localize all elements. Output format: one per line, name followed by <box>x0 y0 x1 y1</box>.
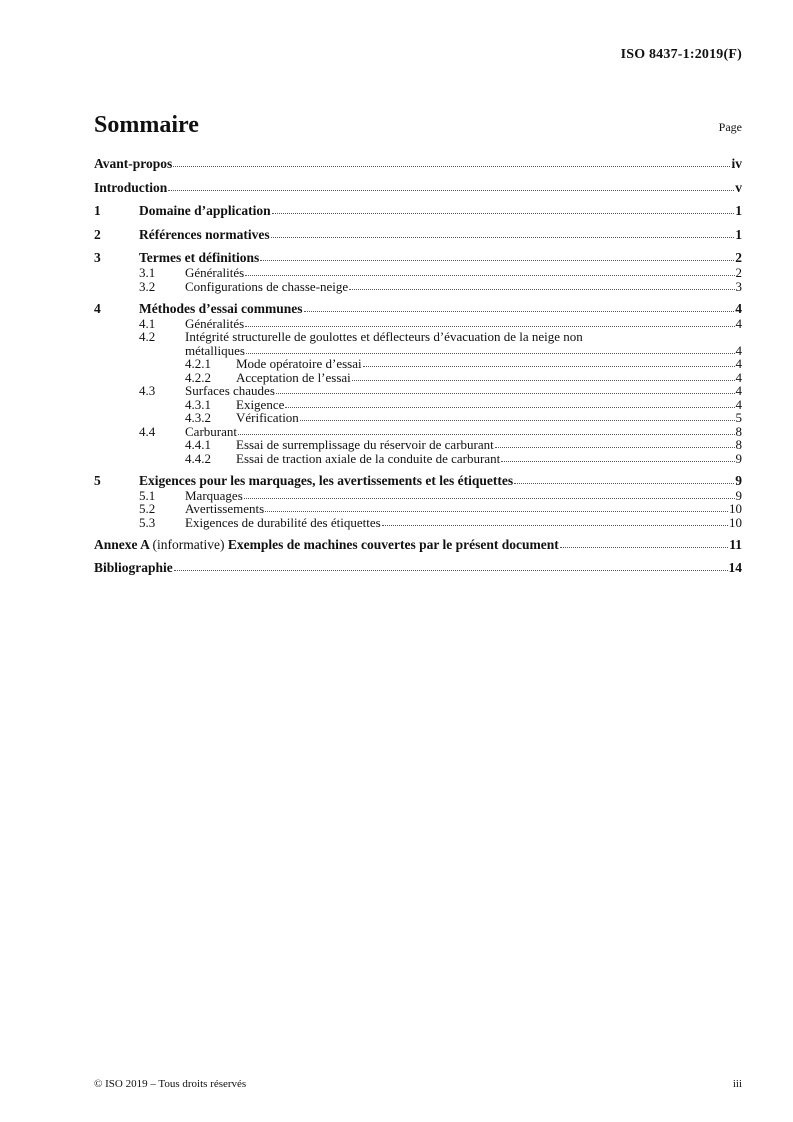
toc-entry-4-2-continued[interactable] <box>94 344 742 358</box>
toc-entry-5-2[interactable] <box>94 502 742 516</box>
dot-leader <box>349 289 734 290</box>
toc-entry-number: 4.4 <box>139 423 156 439</box>
toc-entry-page: 4 <box>735 369 742 385</box>
toc-entry-text: Références normatives <box>139 226 270 242</box>
toc-entry-number: 3 <box>94 250 101 265</box>
toc-entry-number: 4.2 <box>139 329 156 344</box>
dot-leader <box>382 525 728 526</box>
toc-entry-page: 2 <box>735 250 742 265</box>
toc-entry-4-2[interactable] <box>94 330 742 344</box>
dot-leader <box>363 366 735 367</box>
toc-entry-number: 4.4.2 <box>185 450 211 466</box>
toc-entry-text: Avant-propos <box>94 156 173 171</box>
dot-leader <box>300 420 735 421</box>
toc-entry-text: Mode opératoire d’essai <box>236 356 362 371</box>
toc-entry-text: Exigences pour les marquages, les avertissements et les étiquettes <box>139 472 514 488</box>
toc-entry-text: Avertissements <box>185 501 265 516</box>
toc-entry-text: Carburant <box>185 423 237 439</box>
toc-entry-4-4[interactable] <box>94 425 742 439</box>
dot-leader <box>245 275 734 276</box>
footer-copyright: © ISO 2019 – Tous droits réservés <box>94 1078 247 1090</box>
toc-entry-bibliographie[interactable] <box>94 560 742 576</box>
dot-leader <box>173 166 730 167</box>
toc-entry-text: Exigences de durabilité des étiquettes <box>185 514 381 530</box>
dot-leader <box>260 260 734 261</box>
toc-entry-page: 1 <box>735 203 742 218</box>
toc-entry-4-3-2[interactable] <box>94 411 742 425</box>
toc-entry-page: 9 <box>735 450 742 466</box>
toc-entry-text: Introduction <box>94 179 168 195</box>
toc-entry-text: Exigence <box>236 396 285 412</box>
toc-entry-page: 4 <box>735 396 742 412</box>
toc-entry-3-2[interactable] <box>94 280 742 294</box>
toc-entry-number: 3.2 <box>139 278 156 294</box>
dot-leader <box>238 434 735 435</box>
toc-entry-4-4-2[interactable] <box>94 452 742 466</box>
table-of-contents <box>94 156 742 576</box>
page-column-label: Page <box>718 120 742 134</box>
toc-entry-4-1[interactable] <box>94 317 742 331</box>
toc-entry-5-3[interactable] <box>94 516 742 530</box>
toc-entry-4-4-1[interactable] <box>94 438 742 452</box>
dot-leader <box>501 461 734 462</box>
toc-entry-number: 5.2 <box>139 501 156 516</box>
annex-title: Exemples de machines couvertes par le présent document <box>227 536 559 552</box>
toc-entry-2[interactable] <box>94 227 742 243</box>
toc-entry-page: 10 <box>729 514 742 530</box>
toc-entry-page: iv <box>731 156 742 171</box>
toc-entry-text: Bibliographie <box>94 560 173 575</box>
page-title: Sommaire <box>94 112 199 138</box>
toc-entry-page: 14 <box>728 560 742 575</box>
toc-entry-number: 4.3.1 <box>185 396 211 412</box>
dot-leader <box>265 511 728 512</box>
toc-entry-page: 9 <box>735 472 742 488</box>
toc-entry-page: 4 <box>735 342 742 358</box>
toc-entry-number: 4.1 <box>139 315 156 331</box>
toc-entry-page: 5 <box>735 410 742 425</box>
toc-entry-number: 4.2.1 <box>185 356 211 371</box>
dot-leader <box>174 570 728 571</box>
footer-page-number: iii <box>732 1078 742 1090</box>
toc-entry-page: 4 <box>735 300 742 316</box>
toc-entry-text: Généralités <box>185 265 245 280</box>
toc-entry-page: 8 <box>735 423 742 439</box>
dot-leader <box>245 326 734 327</box>
toc-entry-number: 3.1 <box>139 265 156 280</box>
toc-entry-page: 8 <box>735 437 742 452</box>
toc-entry-number: 4.3.2 <box>185 410 211 425</box>
annex-prefix: Annexe A <box>94 536 150 552</box>
toc-entry-3[interactable] <box>94 250 742 266</box>
document-code: ISO 8437-1:2019(F) <box>620 47 742 62</box>
toc-entry-number: 4.4.1 <box>185 437 211 452</box>
toc-entry-text: métalliques <box>185 342 245 358</box>
toc-entry-number: 4.2.2 <box>185 369 211 385</box>
toc-entry-text <box>94 537 559 553</box>
dot-leader <box>560 547 729 548</box>
toc-entry-page: 4 <box>735 383 742 398</box>
toc-entry-page: 1 <box>735 226 742 242</box>
toc-entry-text: Termes et définitions <box>139 250 260 265</box>
title-row <box>94 112 742 142</box>
dot-leader <box>272 213 735 214</box>
annex-qualifier: (informative) <box>152 536 225 552</box>
toc-entry-text: Configurations de chasse-neige <box>185 278 349 294</box>
toc-entry-text: Domaine d’application <box>139 203 271 218</box>
toc-entry-text: Essai de traction axiale de la conduite de carburant <box>236 450 501 466</box>
toc-entry-number: 4 <box>94 300 101 316</box>
dot-leader <box>495 447 735 448</box>
toc-entry-4-2-1[interactable] <box>94 357 742 371</box>
toc-entry-page: 10 <box>729 501 742 516</box>
toc-entry-page: 9 <box>735 487 742 503</box>
dot-leader <box>514 483 734 484</box>
toc-entry-4[interactable] <box>94 301 742 317</box>
toc-entry-text: Généralités <box>185 315 245 331</box>
toc-entry-text: Surfaces chaudes <box>185 383 275 398</box>
dot-leader <box>246 353 735 354</box>
dot-leader <box>168 190 734 191</box>
toc-entry-3-1[interactable] <box>94 266 742 280</box>
toc-entry-number: 1 <box>94 203 101 218</box>
toc-entry-text: Essai de surremplissage du réservoir de carburant <box>236 437 494 452</box>
toc-entry-4-3-1[interactable] <box>94 398 742 412</box>
toc-entry-number: 5 <box>94 472 101 488</box>
dot-leader <box>244 498 735 499</box>
dot-leader <box>285 407 734 408</box>
toc-entry-4-3[interactable] <box>94 384 742 398</box>
toc-entry-text: Acceptation de l’essai <box>236 369 351 385</box>
toc-entry-page: 4 <box>735 315 742 331</box>
toc-entry-5[interactable] <box>94 473 742 489</box>
dot-leader <box>276 393 735 394</box>
toc-entry-page: 4 <box>735 356 742 371</box>
toc-entry-number: 5.1 <box>139 487 156 503</box>
dot-leader <box>271 237 735 238</box>
toc-entry-1[interactable] <box>94 203 742 219</box>
toc-entry-4-2-2[interactable] <box>94 371 742 385</box>
toc-entry-page: 2 <box>735 265 742 280</box>
toc-entry-avant-propos[interactable] <box>94 156 742 172</box>
toc-entry-text: Marquages <box>185 487 243 503</box>
dot-leader <box>304 311 735 312</box>
toc-entry-number: 2 <box>94 226 101 242</box>
toc-entry-5-1[interactable] <box>94 489 742 503</box>
dot-leader <box>352 380 735 381</box>
toc-entry-page: 3 <box>735 278 742 294</box>
toc-entry-text: Intégrité structurelle de goulottes et déflecteurs d’évacuation de la neige non <box>185 329 583 344</box>
toc-entry-number: 4.3 <box>139 383 156 398</box>
toc-entry-text: Vérification <box>236 410 299 425</box>
toc-entry-text: Méthodes d’essai communes <box>139 300 303 316</box>
toc-entry-page: 11 <box>729 536 742 552</box>
toc-entry-introduction[interactable] <box>94 180 742 196</box>
toc-entry-annexe-a[interactable] <box>94 537 742 553</box>
toc-entry-page: v <box>735 179 742 195</box>
toc-entry-number: 5.3 <box>139 514 156 530</box>
